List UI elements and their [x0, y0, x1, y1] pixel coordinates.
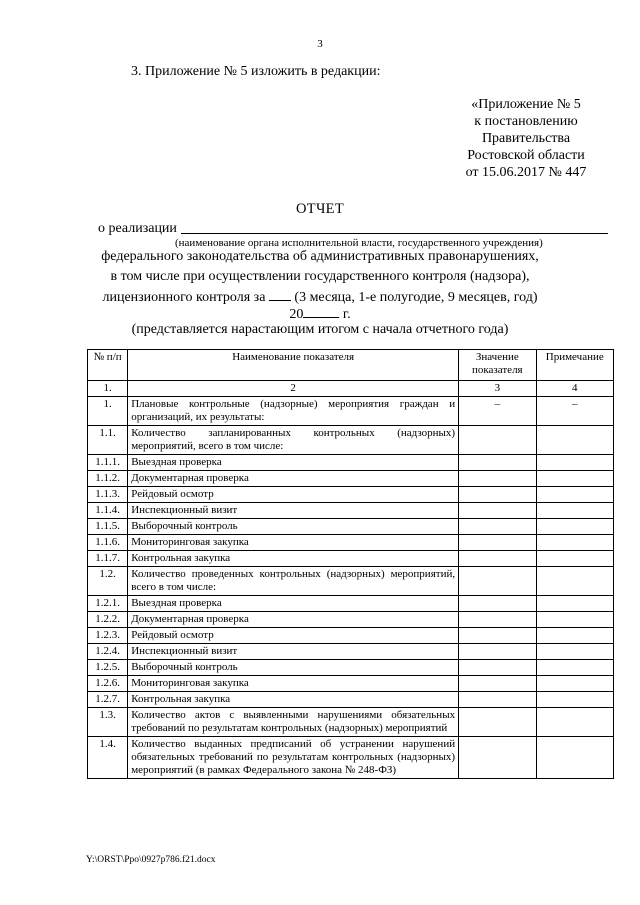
- row-note: [536, 503, 613, 519]
- row-value: [459, 644, 536, 660]
- row-number: 1.1.5.: [88, 519, 128, 535]
- row-number: 1.2.5.: [88, 660, 128, 676]
- row-value: [459, 567, 536, 596]
- table-row: [88, 596, 614, 612]
- table-row: [88, 426, 614, 455]
- row-note: [536, 628, 613, 644]
- row-note: [536, 567, 613, 596]
- row-indicator-name: Рейдовый осмотр: [128, 487, 459, 503]
- row-value: [459, 628, 536, 644]
- table-row: [88, 660, 614, 676]
- appendix-line: Правительства: [481, 131, 571, 146]
- row-number: 1.1.3.: [88, 487, 128, 503]
- row-note: [536, 737, 613, 779]
- row-indicator-name: Инспекционный визит: [128, 503, 459, 519]
- table-row: [88, 567, 614, 596]
- table-row: [88, 737, 614, 779]
- realization-hint: (наименование органа исполнительной власти, государственного учреждения): [175, 237, 543, 249]
- row-value: [459, 471, 536, 487]
- year-suffix: г.: [342, 307, 351, 322]
- row-indicator-name: Количество проведенных контрольных (надзорных) мероприятий, всего в том числе:: [128, 567, 459, 596]
- row-indicator-name: Выборочный контроль: [128, 660, 459, 676]
- table-header-row: [88, 350, 614, 381]
- row-indicator-name: Выездная проверка: [128, 596, 459, 612]
- table-row: [88, 519, 614, 535]
- row-value: [459, 426, 536, 455]
- row-value: [459, 455, 536, 471]
- row-number: 1.1.4.: [88, 503, 128, 519]
- row-note: [536, 471, 613, 487]
- row-number: 1.2.2.: [88, 612, 128, 628]
- row-indicator-name: Контрольная закупка: [128, 551, 459, 567]
- row-indicator-name: Количество актов с выявленными нарушениями обязательных требований по результатам контрольных (надзорных) мероприятий: [128, 708, 459, 737]
- footer-file-path: Y:\ORST\Ppo\0927p786.f21.docx: [86, 855, 216, 865]
- row-number: 1.2.1.: [88, 596, 128, 612]
- row-value: [459, 737, 536, 779]
- header-num: № п/п: [88, 350, 128, 381]
- row-indicator-name: Документарная проверка: [128, 471, 459, 487]
- report-year-line: [0, 305, 640, 323]
- appendix-line: «Приложение № 5: [471, 97, 581, 112]
- column-number-row: [88, 381, 614, 397]
- row-note: [536, 596, 613, 612]
- row-value: [459, 660, 536, 676]
- table-row: [88, 551, 614, 567]
- row-note: [536, 487, 613, 503]
- row-note: [536, 644, 613, 660]
- table-row: [88, 535, 614, 551]
- row-number: 1.1.1.: [88, 455, 128, 471]
- period-prefix: лицензионного контроля за: [102, 290, 266, 305]
- row-note: [536, 455, 613, 471]
- report-subtitle-line: в том числе при осуществлении государственного контроля (надзора),: [110, 269, 530, 284]
- row-indicator-name: Количество выданных предписаний об устранении нарушений обязательных требований по результатам контрольных (надзорных) мероприятий (в рамках Федерального закона № 248-ФЗ): [128, 737, 459, 779]
- row-number: 1.1.: [88, 426, 128, 455]
- row-note: [536, 426, 613, 455]
- row-value: [459, 503, 536, 519]
- row-indicator-name: Мониторинговая закупка: [128, 535, 459, 551]
- row-value: [459, 676, 536, 692]
- row-number: 1.2.7.: [88, 692, 128, 708]
- table-row: [88, 455, 614, 471]
- report-table: [87, 349, 614, 779]
- row-note: [536, 612, 613, 628]
- table-row: [88, 487, 614, 503]
- table-row: [88, 644, 614, 660]
- row-indicator-name: Выборочный контроль: [128, 519, 459, 535]
- realization-line: [98, 221, 608, 237]
- report-title: ОТЧЕТ: [296, 201, 344, 217]
- column-number: 3: [459, 381, 536, 397]
- report-note-line: (представляется нарастающим итогом с начала отчетного года): [131, 322, 509, 337]
- row-number: 1.1.2.: [88, 471, 128, 487]
- row-indicator-name: Контрольная закупка: [128, 692, 459, 708]
- column-number: 4: [536, 381, 613, 397]
- table-row: [88, 612, 614, 628]
- fill-in-line: [181, 221, 608, 234]
- header-name: Наименование показателя: [128, 350, 459, 381]
- row-note: [536, 708, 613, 737]
- row-indicator-name: Документарная проверка: [128, 612, 459, 628]
- appendix-line: Ростовской области: [467, 148, 585, 163]
- column-number: 1.: [88, 381, 128, 397]
- appendix-line: к постановлению: [474, 114, 578, 129]
- report-period-line: [0, 288, 640, 306]
- row-indicator-name: Выездная проверка: [128, 455, 459, 471]
- header-value: Значение показателя: [459, 350, 536, 381]
- row-value: [459, 535, 536, 551]
- row-value: [459, 596, 536, 612]
- year-prefix: 20: [289, 307, 304, 322]
- row-note: –: [536, 397, 613, 426]
- row-value: [459, 487, 536, 503]
- row-value: [459, 519, 536, 535]
- row-value: [459, 551, 536, 567]
- row-number: 1.3.: [88, 708, 128, 737]
- row-note: [536, 692, 613, 708]
- table-row: [88, 692, 614, 708]
- row-note: [536, 535, 613, 551]
- period-suffix: (3 месяца, 1-е полугодие, 9 месяцев, год): [294, 290, 538, 305]
- table-row: [88, 628, 614, 644]
- row-number: 1.1.6.: [88, 535, 128, 551]
- report-subtitle-line: федерального законодательства об административных правонарушениях,: [101, 249, 539, 264]
- header-note: Примечание: [536, 350, 613, 381]
- row-indicator-name: Мониторинговая закупка: [128, 676, 459, 692]
- row-number: 1.2.4.: [88, 644, 128, 660]
- appendix-block: [440, 96, 612, 181]
- row-value: –: [459, 397, 536, 426]
- table-row: [88, 471, 614, 487]
- row-indicator-name: Плановые контрольные (надзорные) мероприятия граждан и организаций, их результаты:: [128, 397, 459, 426]
- row-indicator-name: Инспекционный визит: [128, 644, 459, 660]
- row-note: [536, 519, 613, 535]
- table-row: [88, 397, 614, 426]
- row-number: 1.: [88, 397, 128, 426]
- row-note: [536, 660, 613, 676]
- row-value: [459, 708, 536, 737]
- realization-prefix: о реализации: [98, 221, 177, 236]
- intro-text: 3. Приложение № 5 изложить в редакции:: [131, 64, 381, 79]
- appendix-line: от 15.06.2017 № 447: [465, 165, 587, 180]
- row-note: [536, 551, 613, 567]
- row-number: 1.2.: [88, 567, 128, 596]
- page-number: 3: [317, 38, 323, 50]
- table-row: [88, 708, 614, 737]
- row-number: 1.4.: [88, 737, 128, 779]
- row-value: [459, 612, 536, 628]
- row-indicator-name: Количество запланированных контрольных (надзорных) мероприятий, всего в том числе:: [128, 426, 459, 455]
- row-note: [536, 676, 613, 692]
- row-value: [459, 692, 536, 708]
- year-blank: [303, 305, 339, 318]
- table-row: [88, 676, 614, 692]
- period-blank: [269, 288, 291, 301]
- column-number: 2: [128, 381, 459, 397]
- row-number: 1.1.7.: [88, 551, 128, 567]
- row-indicator-name: Рейдовый осмотр: [128, 628, 459, 644]
- row-number: 1.2.3.: [88, 628, 128, 644]
- row-number: 1.2.6.: [88, 676, 128, 692]
- table-row: [88, 503, 614, 519]
